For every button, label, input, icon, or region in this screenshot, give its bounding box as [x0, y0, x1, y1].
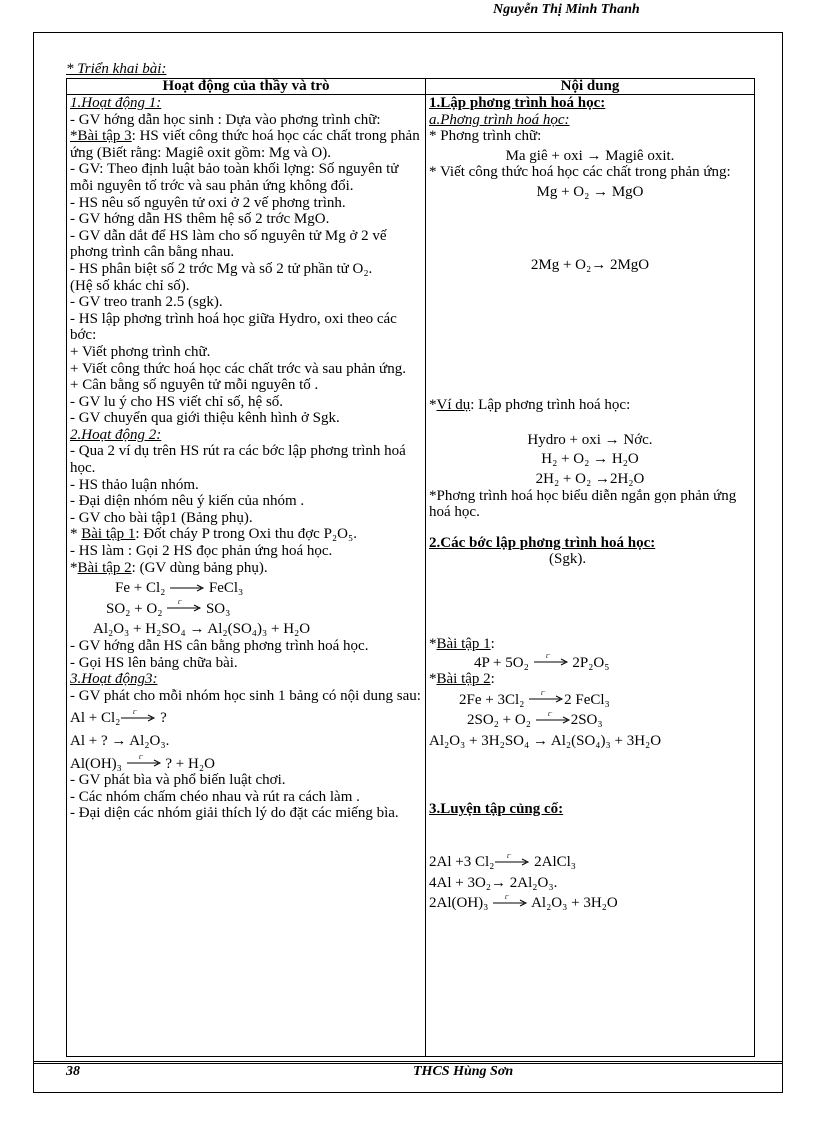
text-line: - GV lu ý cho HS viết chỉ số, hệ số. [70, 393, 284, 410]
lesson-table [66, 78, 755, 1057]
equation: 4P + 5O₂ tº 2P₂O₅ [474, 654, 610, 671]
equation: Al(OH)₃ tº ? + H₂O [70, 755, 215, 772]
svg-text:tº: tº [507, 853, 512, 860]
svg-text:tº: tº [138, 755, 143, 762]
arrow-icon [535, 711, 571, 726]
text-line: - GV hớng dẫn học sinh : Dựa vào phơng trình chữ: [70, 111, 381, 128]
equation: 2Fe + 3Cl₂ tº 2 FeCl₃ [459, 691, 610, 708]
text-line: - Gọi HS lên bảng chữa bài. [70, 654, 238, 671]
section-1-title: 1.Lập phơng trình hoá học: [429, 95, 606, 111]
arrow-icon [126, 755, 162, 769]
svg-text:tº: tº [547, 711, 552, 718]
exercise-2-answer-label: *Bài tập 2: [429, 671, 495, 688]
arrow-icon [494, 853, 530, 868]
arrow-icon [533, 654, 569, 668]
equation: 2Al +3 Cl₂ tº 2AlCl₃ [429, 853, 577, 871]
equation: 2SO₂ + O₂ tº 2SO₃ [467, 711, 603, 729]
text-line: - GV phát cho mỗi nhóm học sinh 1 bảng có nội dung sau: [70, 687, 421, 704]
activity-3-title: 3.Hoạt động3: [70, 671, 158, 688]
text-line: - Đại diện các nhóm giải thích lý do đặt các miếng bìa. [70, 805, 399, 822]
text-line: + Cân bằng số nguyên tử mỗi nguyên tố . [70, 377, 319, 394]
equation: Mg + O₂ → MgO [536, 183, 644, 200]
exercise-3: *Bài tập 3: HS viết công thức hoá học các chất trong phản ứng (Biết rằng: Magiê oxit gồm: Mg và O). [70, 128, 420, 161]
arrow-icon [492, 894, 528, 909]
equation: Al + ? → Al₂O₃. [70, 732, 170, 749]
text-line: - GV dẫn dắt để HS làm cho số nguyên tử Mg ở 2 vế phơng trình cân bằng nhau. [70, 227, 387, 261]
arrow-icon [166, 600, 202, 614]
text-line: - GV hớng dẫn HS cân bằng phơng trình hoá học. [70, 638, 369, 654]
text-line: + Viết phơng trình chữ. [70, 343, 211, 360]
arrow-icon [528, 691, 564, 705]
arrow-icon [120, 709, 156, 724]
section-2-title: 2.Các bớc lập phơng trình hoá học: [429, 534, 656, 551]
text-line: (Sgk). [549, 551, 587, 568]
text-line: - HS nêu số nguyên tử oxi ở 2 vế phơng trình. [70, 194, 346, 211]
text-line: - Các nhóm chấm chéo nhau và rút ra cách làm . [70, 788, 360, 805]
author-name: Nguyễn Thị Minh Thanh [493, 2, 640, 17]
text-line: + Viết công thức hoá học các chất trớc và sau phản ứng. [70, 360, 406, 377]
svg-text:tº: tº [545, 654, 550, 661]
equation: Hydro + oxi → Nớc. [527, 431, 653, 448]
text-line: - GV treo tranh 2.5 (sgk). [70, 294, 223, 311]
text-line: *Phơng trình hoá học biểu diễn ngắn gọn phản ứng hoá học. [429, 487, 737, 521]
content-cell [426, 95, 755, 1057]
equation: 2H₂ + O₂ →2H₂O [535, 470, 645, 487]
text-line: - HS thảo luận nhóm. [70, 476, 199, 493]
equation: Al₂O₃ + H₂SO₄ → Al₂(SO₄)₃ + H₂O [93, 621, 311, 638]
exercise-2: *Bài tập 2: (GV dùng bảng phụ). [70, 559, 268, 576]
text-line: - GV phát bìa và phổ biến luật chơi. [70, 772, 286, 789]
svg-text:tº: tº [505, 894, 510, 901]
exercise-1-answer-label: *Bài tập 1: [429, 635, 495, 652]
arrow-icon [169, 584, 205, 594]
text-line: - GV cho bài tập1 (Bảng phụ). [70, 509, 253, 526]
school-name: THCS Hùng Sơn [413, 1064, 514, 1079]
text-line: - HS phân biệt số 2 trớc Mg và số 2 tử phần tử O₂. [70, 260, 373, 277]
section-3-title: 3.Luyện tập củng cố: [429, 801, 564, 818]
equation: 4Al + 3O₂→ 2Al₂O₃. [429, 874, 558, 891]
activity-1-title: 1.Hoạt động 1: [70, 95, 162, 111]
equation: 2Mg + O₂→ 2MgO [530, 256, 650, 273]
exercise-1: * Bài tập 1: Đốt cháy P trong Oxi thu đợc P₂O₅. [70, 526, 357, 543]
equation: Al₂O₃ + 3H₂SO₄ → Al₂(SO₄)₃ + 3H₂O [429, 732, 662, 749]
text-line: * Viết công thức hoá học các chất trong phản ứng: [429, 164, 731, 181]
text-line: - HS làm : Gọi 2 HS đọc phản ứng hoá học. [70, 543, 333, 560]
page-number: 38 [66, 1064, 80, 1079]
svg-text:tº: tº [133, 709, 138, 716]
footer-divider [33, 1061, 783, 1062]
text-line: - HS lập phơng trình hoá học giữa Hydro, oxi theo các bớc: [70, 310, 397, 344]
footer-divider [33, 1063, 783, 1064]
equation: H₂ + O₂ → H₂O [541, 451, 639, 468]
svg-text:tº: tº [541, 691, 546, 698]
svg-text:tº: tº [178, 600, 183, 607]
equation: Ma giê + oxi → Magiê oxit. [505, 147, 675, 164]
col-header-content: Nội dung [426, 79, 755, 95]
example: *Ví dụ: Lập phơng trình hoá học: [429, 397, 631, 414]
text-line: - GV chuyển qua giới thiệu kênh hình ở Sgk. [70, 410, 340, 427]
text-line: - Qua 2 ví dụ trên HS rút ra các bớc lập phơng trình hoá học. [70, 443, 406, 477]
text-line: - GV: Theo định luật bảo toàn khối lợng: Số nguyên tử mỗi nguyên tố trớc và sau phản ứng không đổi. [70, 161, 399, 194]
col-header-activities: Hoạt động của thầy và trò [67, 79, 426, 95]
intro-label: * Triển khai bài: [66, 61, 167, 77]
activities-cell [67, 95, 426, 1057]
equation: SO₂ + O₂ tº SO₃ [106, 600, 231, 617]
text-line: - GV hớng dẫn HS thêm hệ số 2 trớc MgO. [70, 211, 330, 228]
equation: Fe + Cl₂ FeCl₃ [115, 580, 244, 597]
section-1a-title: a.Phơng trình hoá học: [429, 111, 570, 128]
activity-2-title: 2.Hoạt động 2: [70, 426, 162, 443]
text-line: * Phơng trình chữ: [429, 128, 542, 145]
text-line: - Đại diện nhóm nêu ý kiến của nhóm . [70, 493, 305, 510]
text-line: (Hệ số khác chỉ số). [70, 277, 190, 294]
equation: 2Al(OH)₃ tº Al₂O₃ + 3H₂O [429, 894, 618, 912]
equation: Al + Cl₂ tº ? [70, 709, 167, 727]
